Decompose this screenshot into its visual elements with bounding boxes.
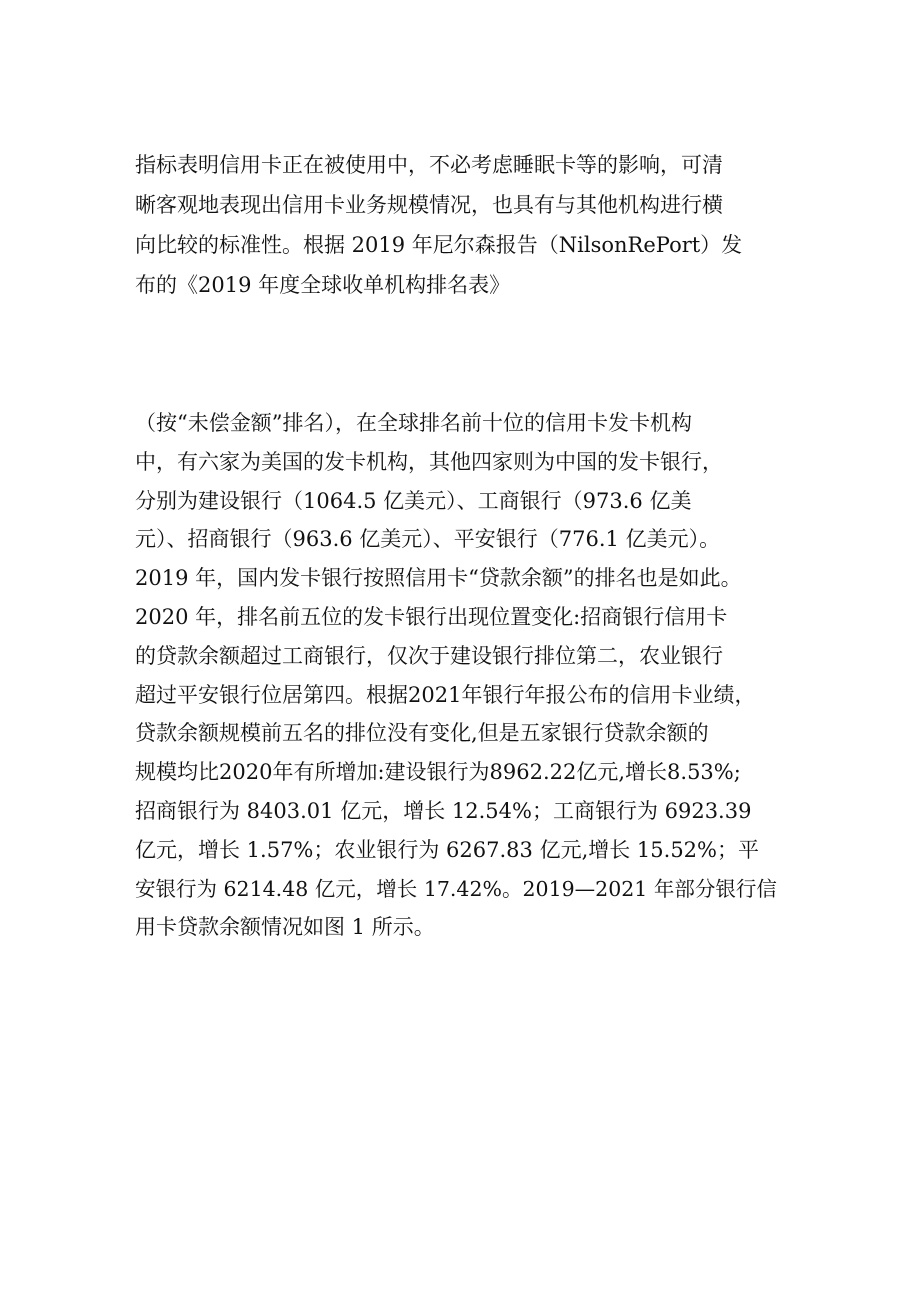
- text-line: 元）、招商银行（963.6 亿美元）、平安银行（776.1 亿美元）。: [135, 527, 721, 552]
- text-line: 晰客观地表现出信用卡业务规模情况，也具有与其他机构进行横: [135, 193, 723, 217]
- text-line: 的贷款余额超过工商银行，仅次于建设银行排位第二，农业银行: [135, 643, 723, 668]
- text-line: 超过平安银行位居第四。根据2021年银行年报公布的信用卡业绩，: [135, 682, 756, 707]
- text-line: 分别为建设银行（1064.5 亿美元）、工商银行（973.6 亿美: [135, 488, 692, 513]
- text-line: 规模均比2020年有所增加:建设银行为8962.22亿元,增长8.53%;: [135, 760, 741, 785]
- text-line: 用卡贷款余额情况如图 1 所示。: [135, 915, 435, 940]
- text-line: 安银行为 6214.48 亿元，增长 17.42%。2019—2021 年部分银行信: [135, 876, 777, 901]
- paragraph-2: [135, 404, 790, 947]
- text-line: 贷款余额规模前五名的排位没有变化,但是五家银行贷款余额的: [135, 721, 709, 746]
- text-line: 指标表明信用卡正在被使用中，不必考虑睡眠卡等的影响，可清: [135, 153, 723, 177]
- paragraph-1: [135, 145, 790, 305]
- text-line: （按“未偿金额”排名），在全球排名前十位的信用卡发卡机构: [135, 411, 692, 435]
- text-line: 亿元，增长 1.57%；农业银行为 6267.83 亿元,增长 15.52%；平: [135, 837, 759, 862]
- text-line: 布的《2019 年度全球收单机构排名表》: [135, 273, 511, 297]
- text-line: 向比较的标准性。根据 2019 年尼尔森报告（NilsonRePort）发: [135, 233, 743, 257]
- text-line: 2019 年，国内发卡银行按照信用卡“贷款余额”的排名也是如此。: [135, 566, 742, 591]
- text-line: 招商银行为 8403.01 亿元，增长 12.54%；工商银行为 6923.39: [135, 798, 752, 823]
- text-line: 中，有六家为美国的发卡机构，其他四家则为中国的发卡银行，: [135, 449, 723, 474]
- text-line: 2020 年，排名前五位的发卡银行出现位置变化:招商银行信用卡: [135, 604, 728, 629]
